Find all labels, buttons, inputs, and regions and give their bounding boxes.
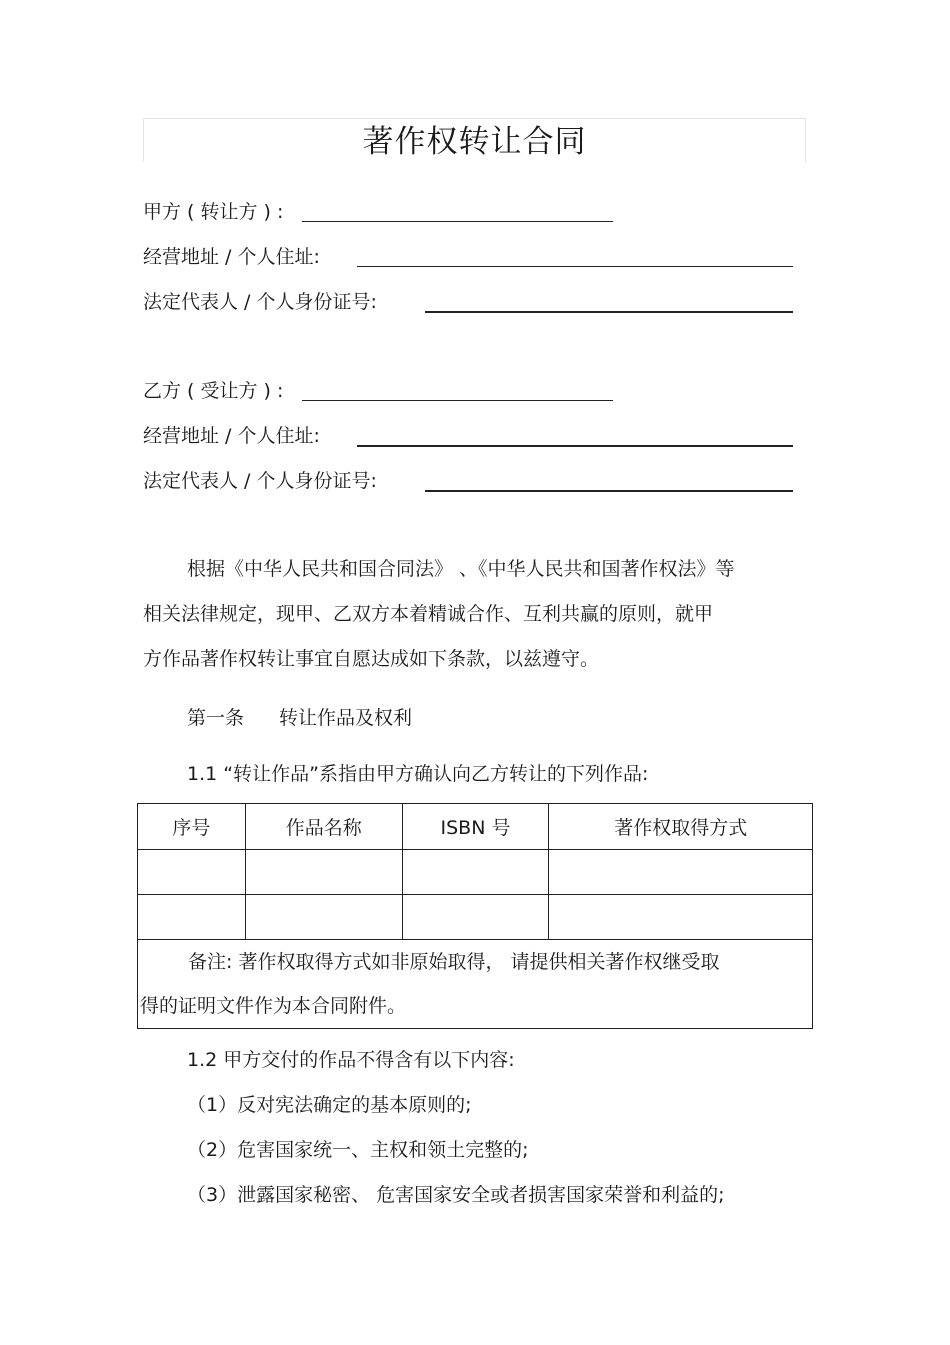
table-cell[interactable] [138,850,246,895]
party-b-id-label: 法定代表人 / 个人身份证号: [143,470,377,492]
clause-1-2: 1.2 甲方交付的作品不得含有以下内容: [187,1049,515,1071]
table-note-row [138,940,813,1029]
list-item: （3）泄露国家秘密、 危害国家安全或者损害国家荣誉和利益的; [187,1184,725,1206]
clause-1-1: 1.1 “转让作品”系指由甲方确认向乙方转让的下列作品: [187,763,649,785]
table-header-row [138,804,813,850]
party-b-id-field[interactable] [425,490,793,492]
preamble-line: 相关法律规定，现甲、乙双方本着精诚合作、互利共赢的原则，就甲 [143,603,714,625]
header-work-name: 作品名称 [245,804,402,850]
party-b-label: 乙方 ( 受让方 ) : [143,380,284,402]
table-cell[interactable] [549,850,813,895]
party-b-address-field[interactable] [357,445,793,447]
contract-title: 著作权转让合同 [362,124,587,160]
party-a-name-field[interactable] [302,221,613,222]
party-b-name-field[interactable] [302,400,613,401]
preamble-line: 方作品著作权转让事宜自愿达成如下条款，以兹遵守。 [143,648,600,670]
table-note-line: 备注: 著作权取得方式如非原始取得， 请提供相关著作权继受取 [188,951,720,973]
table-cell[interactable] [402,895,549,940]
party-b-address-label: 经营地址 / 个人住址: [143,425,320,447]
article-1-number: 第一条 [187,707,245,729]
table-note-line: 得的证明文件作为本合同附件。 [140,995,407,1017]
table-row [138,895,813,940]
header-acquisition-method: 著作权取得方式 [549,804,813,850]
party-a-address-label: 经营地址 / 个人住址: [143,246,320,268]
party-a-id-label: 法定代表人 / 个人身份证号: [143,291,377,313]
table-cell[interactable] [402,850,549,895]
table-cell[interactable] [245,850,402,895]
table-cell[interactable] [549,895,813,940]
preamble [143,547,803,682]
header-isbn: ISBN 号 [402,804,549,850]
table-note [138,940,813,1029]
table-cell[interactable] [138,895,246,940]
table-row [138,850,813,895]
header-serial-no: 序号 [138,804,246,850]
party-a-label: 甲方 ( 转让方 ) : [143,201,284,223]
preamble-line: 根据《中华人民共和国合同法》 、《中华人民共和国著作权法》等 [187,558,735,580]
article-1-title: 转让作品及权利 [279,707,413,729]
party-a-id-field[interactable] [425,311,793,313]
list-item: （1）反对宪法确定的基本原则的; [187,1094,472,1116]
list-item: （2）危害国家统一、主权和领土完整的; [187,1139,529,1161]
table-cell[interactable] [245,895,402,940]
works-table [137,803,813,1029]
party-a-address-field[interactable] [357,266,793,267]
